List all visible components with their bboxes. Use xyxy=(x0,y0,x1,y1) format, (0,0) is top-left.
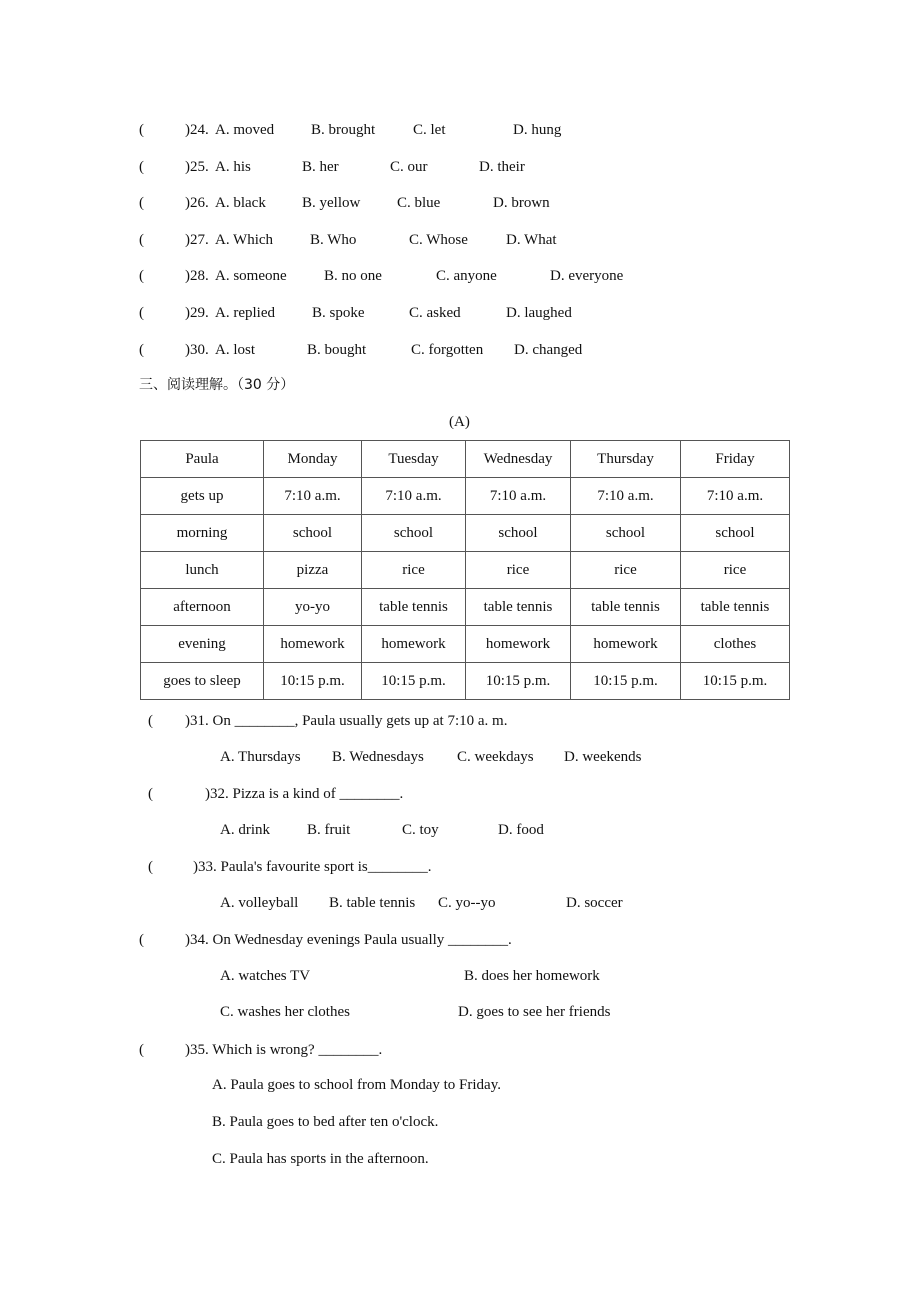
answer-paren: ( xyxy=(139,231,144,248)
table-cell: goes to sleep xyxy=(141,663,264,700)
option: A. someone xyxy=(215,268,287,285)
table-cell: rice xyxy=(466,552,571,589)
table-cell: morning xyxy=(141,515,264,552)
table-cell: rice xyxy=(362,552,466,589)
option: A. watches TV xyxy=(220,968,311,984)
option: C. washes her clothes xyxy=(220,1004,350,1020)
option: D. What xyxy=(506,231,557,248)
answer-paren: ( xyxy=(148,713,153,729)
option: D. soccer xyxy=(566,895,623,911)
answer-paren: ( xyxy=(148,786,153,802)
table-cell: 10:15 p.m. xyxy=(264,663,362,700)
table-cell: rice xyxy=(571,552,681,589)
option: D. weekends xyxy=(564,749,642,765)
option: A. volleyball xyxy=(220,895,299,911)
table-row xyxy=(141,515,790,552)
table-cell: table tennis xyxy=(571,589,681,626)
table-cell: 10:15 p.m. xyxy=(362,663,466,700)
table-row xyxy=(141,626,790,663)
option: B. does her homework xyxy=(464,968,600,984)
table-row xyxy=(141,663,790,700)
option: A. Which xyxy=(215,231,274,248)
answer-paren: ( xyxy=(139,305,144,321)
option: C. let xyxy=(413,122,446,138)
answer-paren: ( xyxy=(139,341,144,358)
question-stem: )33. Paula's favourite sport is________. xyxy=(193,859,432,875)
table-cell: yo-yo xyxy=(264,589,362,626)
option: B. yellow xyxy=(302,195,361,212)
question-number: )24. xyxy=(185,122,209,138)
header-cell: Monday xyxy=(264,441,362,478)
option: B. brought xyxy=(311,122,376,138)
table-cell: 10:15 p.m. xyxy=(571,663,681,700)
table-cell: pizza xyxy=(264,552,362,589)
table-cell: table tennis xyxy=(362,589,466,626)
table-cell: school xyxy=(571,515,681,552)
option: D. food xyxy=(498,822,544,838)
table-cell: school xyxy=(264,515,362,552)
table-cell: homework xyxy=(264,626,362,663)
option: C. forgotten xyxy=(411,341,484,358)
section-title: 三、阅读理解。（30 分） xyxy=(139,377,295,393)
option: D. hung xyxy=(513,122,562,138)
answer-paren: ( xyxy=(148,859,153,875)
option: C. our xyxy=(390,158,428,175)
answer-paren: ( xyxy=(139,1042,144,1058)
option: C. blue xyxy=(397,195,441,212)
header-cell: Tuesday xyxy=(362,441,466,478)
question-number: )27. xyxy=(185,231,209,248)
answer-paren: ( xyxy=(139,122,144,138)
option: D. changed xyxy=(514,341,583,358)
question-stem: )31. On ________, Paula usually gets up at 7:10 a. m. xyxy=(185,713,508,729)
table-cell: table tennis xyxy=(681,589,790,626)
question-stem: )32. Pizza is a kind of ________. xyxy=(205,786,404,802)
option: A. Paula goes to school from Monday to Friday. xyxy=(212,1077,501,1093)
table-cell: school xyxy=(362,515,466,552)
option: C. anyone xyxy=(436,268,497,285)
question-number: )30. xyxy=(185,341,209,358)
table-header-row xyxy=(141,441,790,478)
answer-paren: ( xyxy=(139,268,144,285)
option: A. moved xyxy=(215,122,275,138)
table-row xyxy=(141,589,790,626)
table-cell: gets up xyxy=(141,478,264,515)
table-cell: rice xyxy=(681,552,790,589)
option: D. goes to see her friends xyxy=(458,1004,611,1020)
table-cell: table tennis xyxy=(466,589,571,626)
question-number: )26. xyxy=(185,195,209,212)
option: B. Wednesdays xyxy=(332,749,424,765)
option: D. laughed xyxy=(506,305,572,321)
option: B. table tennis xyxy=(329,895,416,911)
option: A. drink xyxy=(220,822,270,838)
answer-paren: ( xyxy=(139,158,144,175)
header-cell: Friday xyxy=(681,441,790,478)
table-cell: clothes xyxy=(681,626,790,663)
table-cell: homework xyxy=(571,626,681,663)
option: A. replied xyxy=(215,305,275,321)
option: A. Thursdays xyxy=(220,749,301,765)
table-cell: 10:15 p.m. xyxy=(681,663,790,700)
question-stem: )34. On Wednesday evenings Paula usually ________. xyxy=(185,932,512,948)
question-number: )25. xyxy=(185,158,209,175)
option: B. fruit xyxy=(307,822,351,838)
question-number: )28. xyxy=(185,268,209,285)
table-cell: 10:15 p.m. xyxy=(466,663,571,700)
table-cell: school xyxy=(466,515,571,552)
question-number: )29. xyxy=(185,305,209,321)
table-cell: 7:10 a.m. xyxy=(264,478,362,515)
option: B. bought xyxy=(307,341,367,358)
answer-paren: ( xyxy=(139,195,144,212)
table-cell: homework xyxy=(362,626,466,663)
option: D. brown xyxy=(493,195,550,212)
option: C. weekdays xyxy=(457,749,534,765)
question-stem: )35. Which is wrong? ________. xyxy=(185,1042,383,1058)
table-cell: 7:10 a.m. xyxy=(571,478,681,515)
header-cell: Thursday xyxy=(571,441,681,478)
passage-label: (A) xyxy=(449,414,470,430)
option: C. Paula has sports in the afternoon. xyxy=(212,1151,429,1167)
option: B. her xyxy=(302,158,339,175)
option: A. his xyxy=(215,158,251,175)
header-cell: Wednesday xyxy=(466,441,571,478)
table-cell: lunch xyxy=(141,552,264,589)
option: C. yo--yo xyxy=(438,895,496,911)
option: B. spoke xyxy=(312,305,365,321)
option: B. Paula goes to bed after ten o'clock. xyxy=(212,1114,439,1130)
option: D. their xyxy=(479,158,525,175)
table-cell: afternoon xyxy=(141,589,264,626)
table-row xyxy=(141,552,790,589)
table-row xyxy=(141,478,790,515)
option: A. lost xyxy=(215,341,256,358)
option: C. toy xyxy=(402,822,439,838)
table-cell: homework xyxy=(466,626,571,663)
answer-paren: ( xyxy=(139,932,144,948)
option: B. no one xyxy=(324,268,382,285)
option: C. asked xyxy=(409,305,461,321)
table-cell: school xyxy=(681,515,790,552)
table-cell: evening xyxy=(141,626,264,663)
table-cell: 7:10 a.m. xyxy=(362,478,466,515)
header-cell: Paula xyxy=(141,441,264,478)
option: B. Who xyxy=(310,231,357,248)
option: A. black xyxy=(215,195,266,212)
option: D. everyone xyxy=(550,268,624,285)
option: C. Whose xyxy=(409,231,468,248)
table-cell: 7:10 a.m. xyxy=(466,478,571,515)
schedule-table xyxy=(140,440,790,700)
table-cell: 7:10 a.m. xyxy=(681,478,790,515)
